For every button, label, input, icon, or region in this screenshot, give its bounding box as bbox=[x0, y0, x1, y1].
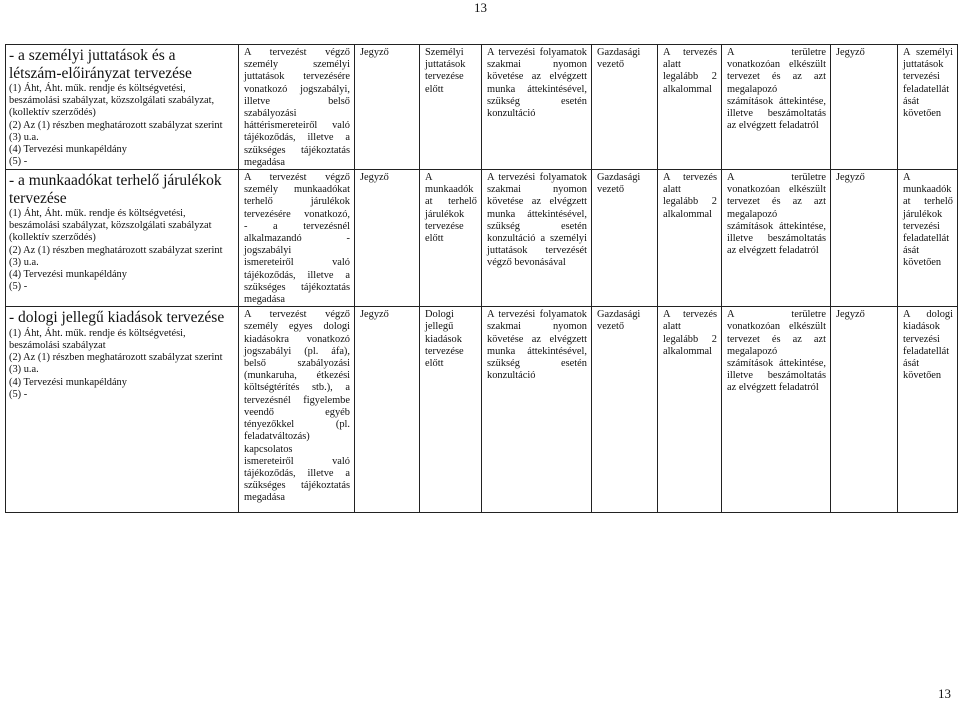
activity-cell bbox=[239, 170, 355, 307]
table-body bbox=[6, 45, 958, 513]
table-row bbox=[6, 45, 958, 170]
cell-text-line: előtt bbox=[425, 358, 444, 370]
topic-detail-line: (1) Áht, Áht. műk. rendje és költségvetési, bbox=[9, 83, 186, 94]
cell-text-line: legalább 2 bbox=[663, 196, 717, 208]
monitoring-cell bbox=[482, 170, 592, 307]
cell-text-line: A dologi bbox=[903, 309, 953, 321]
control-table bbox=[5, 44, 958, 513]
cell-text-line: kiadásokra vonatkozó bbox=[244, 333, 350, 345]
cell-text-line: költségtérítés stb.), a bbox=[244, 382, 350, 394]
topic-title-line: - dologi jellegű kiadások tervezése bbox=[9, 309, 225, 327]
cell-text-line: A területre bbox=[727, 172, 826, 184]
topic-detail-line: (4) Tervezési munkapéldány bbox=[9, 144, 127, 156]
cell-text-line: konzultáció bbox=[487, 370, 536, 382]
cell-text-line: konzultáció a személyi bbox=[487, 233, 587, 245]
review-timing-cell bbox=[898, 45, 958, 170]
cell-text-line: számítások áttekintése, bbox=[727, 358, 826, 370]
cell-text-line: tervezésnél figyelembe bbox=[244, 394, 350, 406]
cell-text-line: követése az elvégzett bbox=[487, 333, 587, 345]
cell-text-line: szabályozási bbox=[244, 108, 297, 120]
cell-text-line: szükség esetén bbox=[487, 358, 587, 370]
activity-timing-cell bbox=[420, 307, 482, 513]
cell-text-line: kiadások bbox=[425, 333, 462, 345]
cell-text-line: A tervezés bbox=[663, 47, 717, 58]
cell-text-line: juttatások bbox=[903, 59, 944, 71]
cell-text-line: tájékoződás, illetve a bbox=[244, 132, 350, 144]
cell-text-line: A bbox=[425, 172, 433, 184]
cell-text-line: juttatások tervezésére bbox=[244, 71, 350, 83]
cell-text-line: vonatkozóan elkészült bbox=[727, 59, 826, 71]
cell-text-line: Jegyző bbox=[360, 47, 389, 58]
cell-text-line: vonatkozóan elkészült bbox=[727, 184, 826, 196]
cell-text-line: A tervezést végző bbox=[244, 172, 350, 184]
cell-text-line: Jegyző bbox=[360, 172, 389, 184]
activity-timing-cell bbox=[420, 45, 482, 170]
page-number-top: 13 bbox=[474, 0, 487, 15]
cell-text-line: ismereteiről való bbox=[244, 257, 350, 269]
table-row bbox=[6, 307, 958, 513]
cell-text-line: illetve beszámoltatás bbox=[727, 233, 826, 245]
review-timing-cell bbox=[898, 170, 958, 307]
review-responsible-cell bbox=[831, 170, 898, 307]
activity-timing-cell bbox=[420, 170, 482, 307]
cell-text-line: követése az elvégzett bbox=[487, 196, 587, 208]
cell-text-line: számítások áttekintése, bbox=[727, 95, 826, 107]
cell-text-line: jellegű bbox=[425, 321, 454, 333]
cell-text-line: megalapozó bbox=[727, 83, 778, 95]
cell-text-line: megalapozó bbox=[727, 345, 778, 357]
cell-text-line: tervezési bbox=[903, 333, 940, 345]
cell-text-line: Jegyző bbox=[836, 309, 865, 321]
cell-text-line: tervezési bbox=[903, 71, 940, 83]
cell-text-line: megadása bbox=[244, 294, 285, 306]
cell-text-line: követően bbox=[903, 257, 942, 269]
page-number-bottom: 13 bbox=[938, 686, 951, 701]
activity-responsible-cell bbox=[355, 307, 420, 513]
cell-text-line: feladatellát bbox=[903, 345, 950, 357]
topic-detail-line: (3) u.a. bbox=[9, 256, 39, 268]
activity-cell bbox=[239, 45, 355, 170]
cell-text-line: munkaadók bbox=[903, 184, 952, 196]
cell-text-line: ását bbox=[903, 358, 920, 370]
cell-text-line: alkalommal bbox=[663, 208, 713, 220]
cell-text-line: jogszabályi (pl. áfa), bbox=[244, 345, 350, 357]
cell-text-line: vezető bbox=[597, 184, 625, 196]
cell-text-line: személy munkaadókat bbox=[244, 184, 350, 196]
cell-text-line: vezető bbox=[597, 59, 625, 71]
cell-text-line: feladatellát bbox=[903, 233, 950, 245]
monitoring-frequency-cell bbox=[658, 45, 722, 170]
review-responsible-cell bbox=[831, 307, 898, 513]
cell-text-line: személy egyes dologi bbox=[244, 321, 350, 333]
activity-responsible-cell bbox=[355, 170, 420, 307]
topic-title-line: - a személyi juttatások és a bbox=[9, 47, 176, 64]
cell-text-line: juttatások bbox=[425, 59, 466, 71]
cell-text-line: személy személyi bbox=[244, 59, 350, 71]
cell-text-line: szükséges tájékoztatás bbox=[244, 144, 350, 156]
cell-text-line: követése az elvégzett bbox=[487, 71, 587, 83]
cell-text-line: feladatváltozás) bbox=[244, 431, 310, 443]
topic-detail-line: (5) - bbox=[9, 281, 28, 293]
cell-text-line: előtt bbox=[425, 233, 444, 245]
cell-text-line: Dologi bbox=[425, 309, 454, 321]
table-row bbox=[6, 170, 958, 307]
cell-text-line: legalább 2 bbox=[663, 333, 717, 345]
cell-text-line: szükséges tájékoztatás bbox=[244, 281, 350, 293]
cell-text-line: alkalommal bbox=[663, 345, 713, 357]
cell-text-line: tervezése bbox=[425, 220, 464, 232]
monitoring-cell bbox=[482, 45, 592, 170]
cell-text-line: Személyi bbox=[425, 47, 464, 58]
cell-text-line: vonatkozó jogszabályi, bbox=[244, 83, 350, 95]
topic-detail-line: (1) Áht, Áht. műk. rendje és költségvetési, bbox=[9, 327, 186, 339]
cell-text-line: számítások áttekintése, bbox=[727, 220, 826, 232]
cell-text-line: munka áttekintésével, bbox=[487, 208, 587, 220]
review-cell bbox=[722, 307, 831, 513]
cell-text-line: konzultáció bbox=[487, 108, 536, 120]
cell-text-line: tájékoződás, illetve a bbox=[244, 269, 350, 281]
review-responsible-cell bbox=[831, 45, 898, 170]
cell-text-line: munka áttekintésével, bbox=[487, 83, 587, 95]
topic-detail-line: (4) Tervezési munkapéldány bbox=[9, 376, 127, 388]
cell-text-line: legalább 2 bbox=[663, 71, 717, 83]
topic-detail-line: (kollektív szerződés) bbox=[9, 232, 96, 244]
monitoring-responsible-cell bbox=[592, 307, 658, 513]
cell-text-line: juttatások tervezését bbox=[487, 245, 587, 257]
cell-text-line: szakmai nyomon bbox=[487, 321, 587, 333]
topic-detail-line: beszámolási szabályzat, közszolgálati szabályzat bbox=[9, 220, 212, 232]
cell-text-line: az elvégzett feladatról bbox=[727, 120, 819, 132]
cell-text-line: illetve beszámoltatás bbox=[727, 108, 826, 120]
topic-title-line: - a munkaadókat terhelő járulékok bbox=[9, 172, 222, 190]
cell-text-line: A tervezést végző bbox=[244, 47, 350, 58]
cell-text-line: alatt bbox=[663, 321, 681, 333]
cell-text-line: A bbox=[903, 172, 911, 184]
monitoring-cell bbox=[482, 307, 592, 513]
activity-responsible-cell bbox=[355, 45, 420, 170]
cell-text-line: (munkaruha, étkezési bbox=[244, 370, 350, 382]
cell-text-line: veendő egyéb bbox=[244, 406, 350, 418]
topic-cell bbox=[6, 307, 239, 513]
cell-text-line: belső szabályozási bbox=[244, 358, 350, 370]
cell-text-line: megadása bbox=[244, 156, 285, 168]
topic-detail-line: (kollektív szerződés) bbox=[9, 107, 96, 119]
topic-title-line: létszám-előirányzat tervezése bbox=[9, 64, 192, 82]
cell-text-line: - a tervezésnél bbox=[244, 220, 350, 232]
cell-text-line: alkalmazandó - bbox=[244, 233, 350, 245]
monitoring-frequency-cell bbox=[658, 170, 722, 307]
cell-text-line: tájékoződás, illetve a bbox=[244, 467, 350, 479]
cell-text-line: illetve beszámoltatás bbox=[727, 370, 826, 382]
cell-text-line: végző bevonásával bbox=[487, 257, 566, 269]
cell-text-line: terhelő járulékok bbox=[244, 196, 350, 208]
topic-detail-line: beszámolási szabályzat, közszolgálati szabályzat, bbox=[9, 95, 215, 107]
cell-text-line: alatt bbox=[663, 184, 681, 196]
cell-text-line: A tervezési folyamatok bbox=[487, 172, 587, 184]
topic-detail-line: (5) - bbox=[9, 156, 28, 168]
cell-text-line: szakmai nyomon bbox=[487, 59, 587, 71]
review-cell bbox=[722, 45, 831, 170]
cell-text-line: kapcsolatos bbox=[244, 443, 293, 455]
cell-text-line: A tervezést végző bbox=[244, 309, 350, 321]
cell-text-line: alatt bbox=[663, 59, 681, 71]
cell-text-line: Gazdasági bbox=[597, 47, 641, 58]
cell-text-line: jogszabályi bbox=[244, 245, 292, 257]
cell-text-line: Jegyző bbox=[836, 172, 865, 184]
cell-text-line: munka áttekintésével, bbox=[487, 345, 587, 357]
cell-text-line: járulékok bbox=[425, 208, 465, 220]
cell-text-line: vezető bbox=[597, 321, 625, 333]
cell-text-line: munkaadók bbox=[425, 184, 474, 196]
cell-text-line: Jegyző bbox=[360, 309, 389, 321]
cell-text-line: követően bbox=[903, 108, 942, 120]
monitoring-frequency-cell bbox=[658, 307, 722, 513]
cell-text-line: at terhelő bbox=[903, 196, 953, 208]
topic-detail-line: (2) Az (1) részben meghatározott szabályzat szerint bbox=[9, 244, 223, 256]
cell-text-line: tervezet és az azt bbox=[727, 196, 826, 208]
topic-detail-line: (2) Az (1) részben meghatározott szabályzat szerint bbox=[9, 352, 223, 364]
cell-text-line: alkalommal bbox=[663, 83, 713, 95]
cell-text-line: ását bbox=[903, 245, 920, 257]
cell-text-line: tervezése bbox=[425, 71, 464, 83]
topic-detail-line: (2) Az (1) részben meghatározott szabályzat szerint bbox=[9, 119, 223, 131]
cell-text-line: szükség esetén bbox=[487, 95, 587, 107]
cell-text-line: háttérismereteiről való bbox=[244, 120, 350, 132]
topic-cell bbox=[6, 45, 239, 170]
topic-detail-line: (3) u.a. bbox=[9, 131, 39, 143]
cell-text-line: előtt bbox=[425, 83, 444, 95]
cell-text-line: Gazdasági bbox=[597, 309, 641, 321]
topic-detail-line: beszámolási szabályzat bbox=[9, 339, 106, 351]
cell-text-line: feladatellát bbox=[903, 83, 950, 95]
cell-text-line: megadása bbox=[244, 492, 285, 504]
cell-text-line: az elvégzett feladatról bbox=[727, 245, 819, 257]
topic-title-line: tervezése bbox=[9, 189, 67, 207]
cell-text-line: vonatkozóan elkészült bbox=[727, 321, 826, 333]
cell-text-line: A tervezési folyamatok bbox=[487, 47, 587, 58]
cell-text-line: szakmai nyomon bbox=[487, 184, 587, 196]
cell-text-line: ismereteiről való bbox=[244, 455, 350, 467]
cell-text-line: járulékok bbox=[903, 208, 943, 220]
activity-cell bbox=[239, 307, 355, 513]
topic-detail-line: (4) Tervezési munkapéldány bbox=[9, 269, 127, 281]
cell-text-line: illetve belső bbox=[244, 95, 350, 107]
cell-text-line: tervezet és az azt bbox=[727, 71, 826, 83]
cell-text-line: at terhelő bbox=[425, 196, 477, 208]
cell-text-line: tervezet és az azt bbox=[727, 333, 826, 345]
topic-detail-line: (1) Áht, Áht. műk. rendje és költségvetési, bbox=[9, 208, 186, 220]
cell-text-line: tervezésére vonatkozó, bbox=[244, 208, 350, 220]
cell-text-line: Jegyző bbox=[836, 47, 865, 58]
topic-cell bbox=[6, 170, 239, 307]
cell-text-line: Gazdasági bbox=[597, 172, 641, 184]
cell-text-line: megalapozó bbox=[727, 208, 778, 220]
cell-text-line: A területre bbox=[727, 47, 826, 58]
cell-text-line: tervezése bbox=[425, 345, 464, 357]
cell-text-line: A tervezés bbox=[663, 172, 717, 184]
review-cell bbox=[722, 170, 831, 307]
cell-text-line: tervezési bbox=[903, 220, 940, 232]
cell-text-line: A tervezési folyamatok bbox=[487, 309, 587, 321]
cell-text-line: A területre bbox=[727, 309, 826, 321]
cell-text-line: ását bbox=[903, 95, 920, 107]
topic-detail-line: (3) u.a. bbox=[9, 364, 39, 376]
monitoring-responsible-cell bbox=[592, 170, 658, 307]
topic-detail-line: (5) - bbox=[9, 388, 28, 400]
cell-text-line: A tervezés bbox=[663, 309, 717, 321]
cell-text-line: az elvégzett feladatról bbox=[727, 382, 819, 394]
cell-text-line: tényezőkkel (pl. bbox=[244, 419, 350, 431]
cell-text-line: kiadások bbox=[903, 321, 940, 333]
cell-text-line: követően bbox=[903, 370, 942, 382]
cell-text-line: szükség esetén bbox=[487, 220, 587, 232]
review-timing-cell bbox=[898, 307, 958, 513]
monitoring-responsible-cell bbox=[592, 45, 658, 170]
cell-text-line: szükséges tájékoztatás bbox=[244, 480, 350, 492]
cell-text-line: A személyi bbox=[903, 47, 953, 58]
